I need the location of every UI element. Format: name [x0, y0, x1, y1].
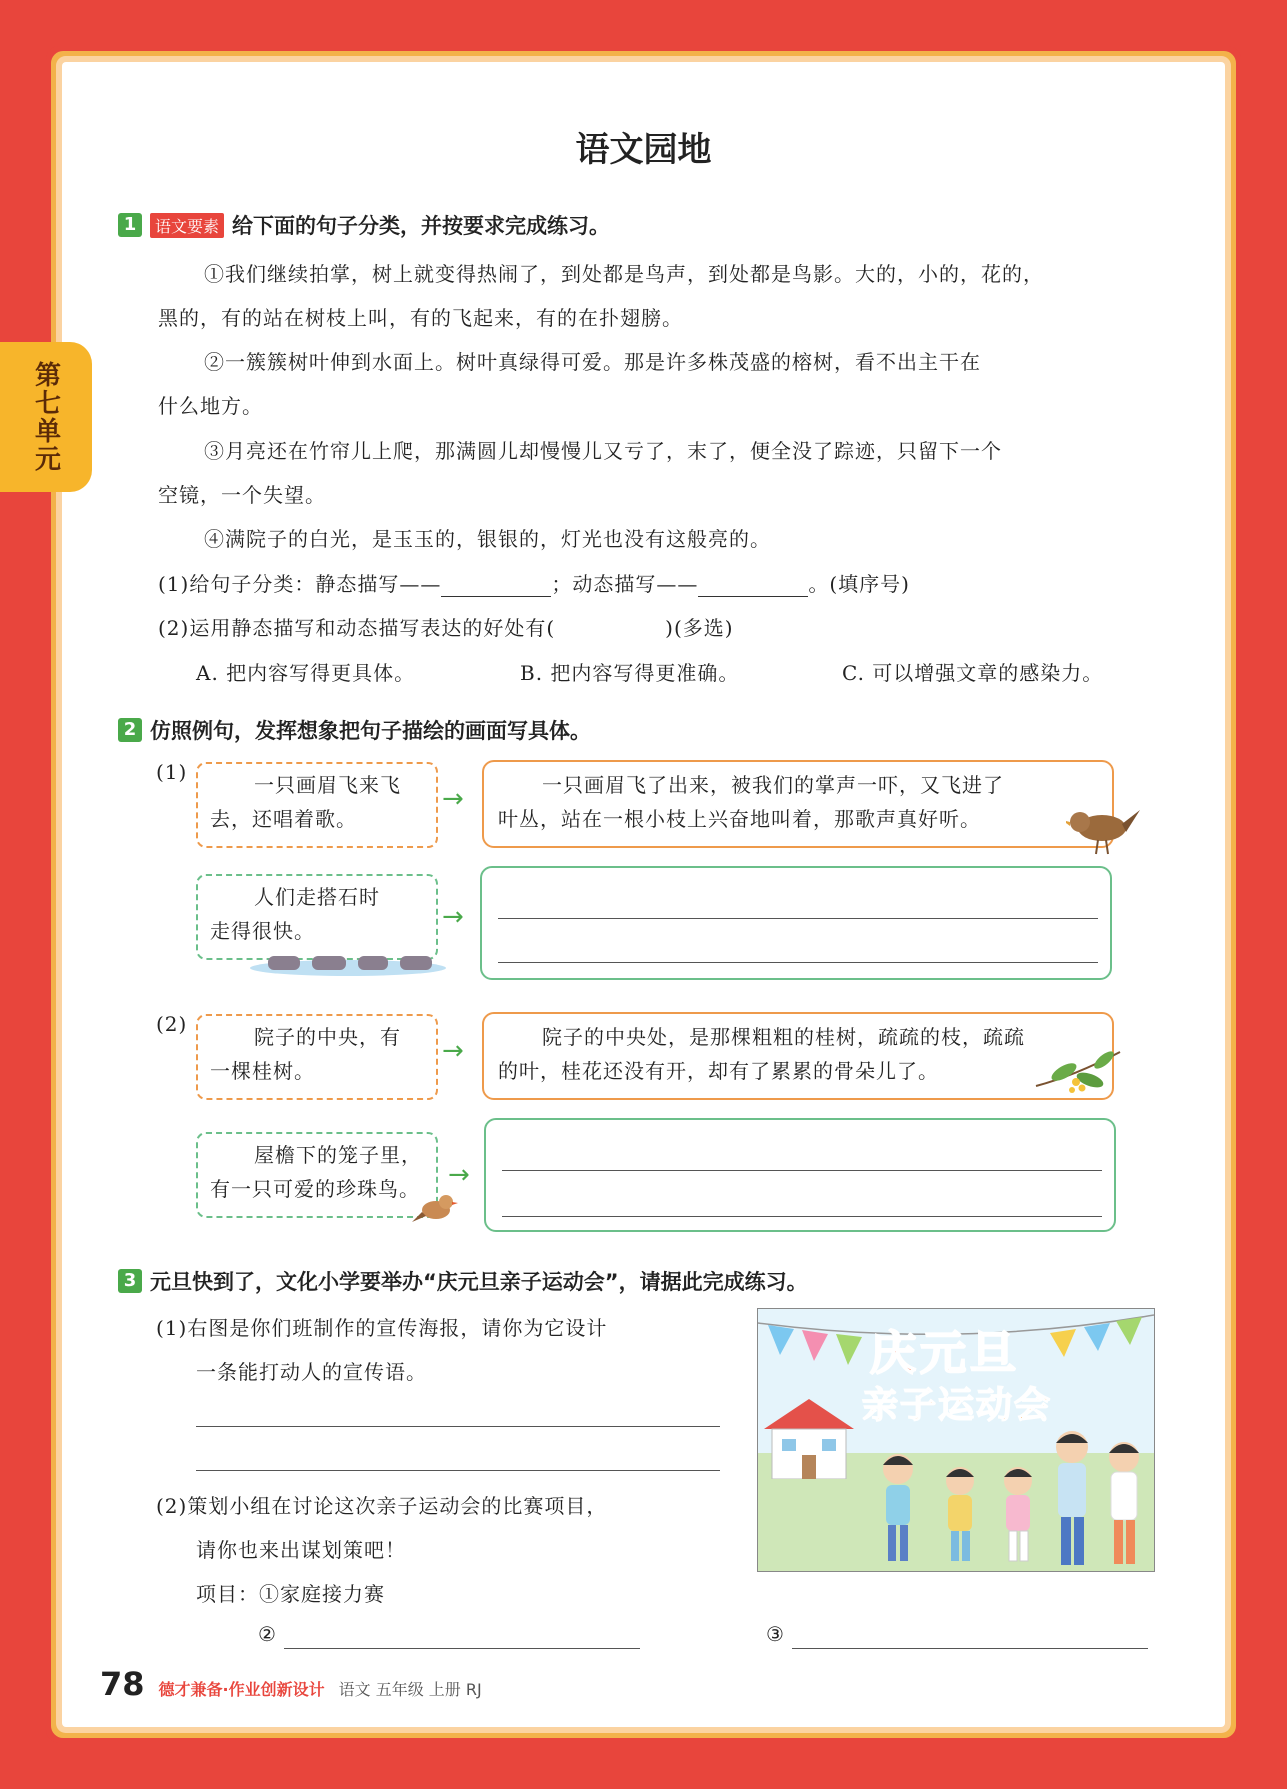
question-1-header	[118, 210, 610, 240]
example-short-sentence-1: 一只画眉飞来飞 去，还唱着歌。	[196, 762, 438, 848]
static-answer-blank[interactable]	[441, 576, 551, 597]
task-short-sentence-1: 人们走搭石时 走得很快。	[196, 874, 438, 960]
category-tag: 语文要素	[150, 213, 224, 238]
q3-sub1-line1: (1)右图是你们班制作的宣传海报，请你为它设计	[156, 1316, 608, 1340]
sentence-4: ④满院子的白光，是玉玉的，银银的，灯光也没有这般亮的。	[204, 527, 771, 551]
question-number: 2	[118, 718, 142, 742]
event-item-3-label: ③	[766, 1622, 785, 1646]
question-number: 3	[118, 1269, 142, 1293]
family-people-icon	[868, 1399, 1154, 1571]
question-prompt: 给下面的句子分类，并按要求完成练习。	[232, 214, 611, 238]
question-prompt: 仿照例句，发挥想象把句子描绘的画面写具体。	[150, 719, 591, 743]
sentence-1-line2: 黑的，有的站在树枝上叫，有的飞起来，有的在扑翅膀。	[158, 306, 683, 330]
option-b: B. 把内容写得更准确。	[520, 661, 740, 685]
event-poster	[757, 1308, 1155, 1572]
writing-line	[498, 962, 1098, 963]
sentence-2-line2: 什么地方。	[158, 394, 263, 418]
stepping-stones-icon	[248, 950, 448, 978]
example-long-sentence-2: 院子的中央处，是那棵粗粗的桂树，疏疏的枝，疏疏 的叶，桂花还没有开，却有了累累的骨朵儿了。	[482, 1012, 1114, 1100]
question-prompt: 元旦快到了，文化小学要举办“庆元旦亲子运动会”，请据此完成练习。	[150, 1270, 808, 1294]
poster-title-1: 庆元旦	[870, 1326, 1020, 1380]
writing-line	[498, 918, 1098, 919]
unit-side-tab: 第七单元	[0, 342, 92, 492]
dynamic-answer-blank[interactable]	[698, 576, 808, 597]
task-short-sentence-2: 屋檐下的笼子里， 有一只可爱的珍珠鸟。	[196, 1132, 438, 1218]
q3-sub1-line2: 一条能打动人的宣传语。	[196, 1360, 427, 1384]
item-label-2: (2)	[156, 1012, 188, 1036]
arrow-icon: →	[448, 1160, 470, 1190]
subquestion-1-2: (2)运用静态描写和动态描写表达的好处有( )(多选)	[158, 616, 734, 640]
sentence-3-line1: ③月亮还在竹帘儿上爬，那满圆儿却慢慢儿又亏了，末了，便全没了踪迹，只留下一个	[204, 439, 1002, 463]
page-number: 78	[100, 1665, 145, 1703]
poster-title-2: 亲子运动会	[862, 1385, 1053, 1426]
event-item-2-line[interactable]	[284, 1648, 640, 1649]
writing-line	[502, 1216, 1102, 1217]
osmanthus-branch-icon	[1034, 1046, 1124, 1102]
item-label-1: (1)	[156, 760, 188, 784]
slogan-line-2[interactable]	[196, 1470, 720, 1471]
school-house-icon	[764, 1399, 854, 1479]
book-meta: 语文 五年级 上册 RJ	[338, 1680, 482, 1699]
page-title: 语文园地	[575, 130, 712, 170]
question-3-header	[118, 1266, 808, 1296]
slogan-line-1[interactable]	[196, 1426, 720, 1427]
event-item-1: 项目：①家庭接力赛	[196, 1582, 385, 1606]
option-c: C. 可以增强文章的感染力。	[842, 661, 1104, 685]
subquestion-1-1: (1)给句子分类：静态描写—— ；动态描写—— 。(填序号)	[158, 572, 910, 596]
book-brand: 德才兼备·作业创新设计	[158, 1680, 325, 1699]
sentence-3-line2: 空镜，一个失望。	[158, 483, 326, 507]
sentence-2-line1: ②一簇簇树叶伸到水面上。树叶真绿得可爱。那是许多株茂盛的榕树，看不出主干在	[204, 350, 981, 374]
q3-sub2-line1: (2)策划小组在讨论这次亲子运动会的比赛项目，	[156, 1494, 608, 1518]
event-item-3-line[interactable]	[792, 1648, 1148, 1649]
writing-line	[502, 1170, 1102, 1171]
sentence-1-line1: ①我们继续拍掌，树上就变得热闹了，到处都是鸟声，到处都是鸟影。大的，小的，花的，	[204, 262, 1044, 286]
question-number: 1	[118, 213, 142, 237]
example-short-sentence-2: 院子的中央，有 一棵桂树。	[196, 1014, 438, 1100]
thrush-bird-icon	[1066, 798, 1140, 858]
page-footer	[100, 1665, 482, 1703]
example-long-sentence-1: 一只画眉飞了出来，被我们的掌声一吓，又飞进了 叶丛，站在一根小枝上兴奋地叫着，那歌声真好听。	[482, 760, 1114, 848]
arrow-icon: →	[442, 784, 464, 814]
pearl-bird-icon	[412, 1186, 458, 1228]
option-a: A. 把内容写得更具体。	[196, 661, 416, 685]
answer-box-2[interactable]	[484, 1118, 1116, 1232]
arrow-icon: →	[442, 902, 464, 932]
question-2-header	[118, 715, 591, 745]
event-item-2-label: ②	[258, 1622, 277, 1646]
q3-sub2-line2: 请你也来出谋划策吧！	[196, 1538, 406, 1562]
arrow-icon: →	[442, 1036, 464, 1066]
